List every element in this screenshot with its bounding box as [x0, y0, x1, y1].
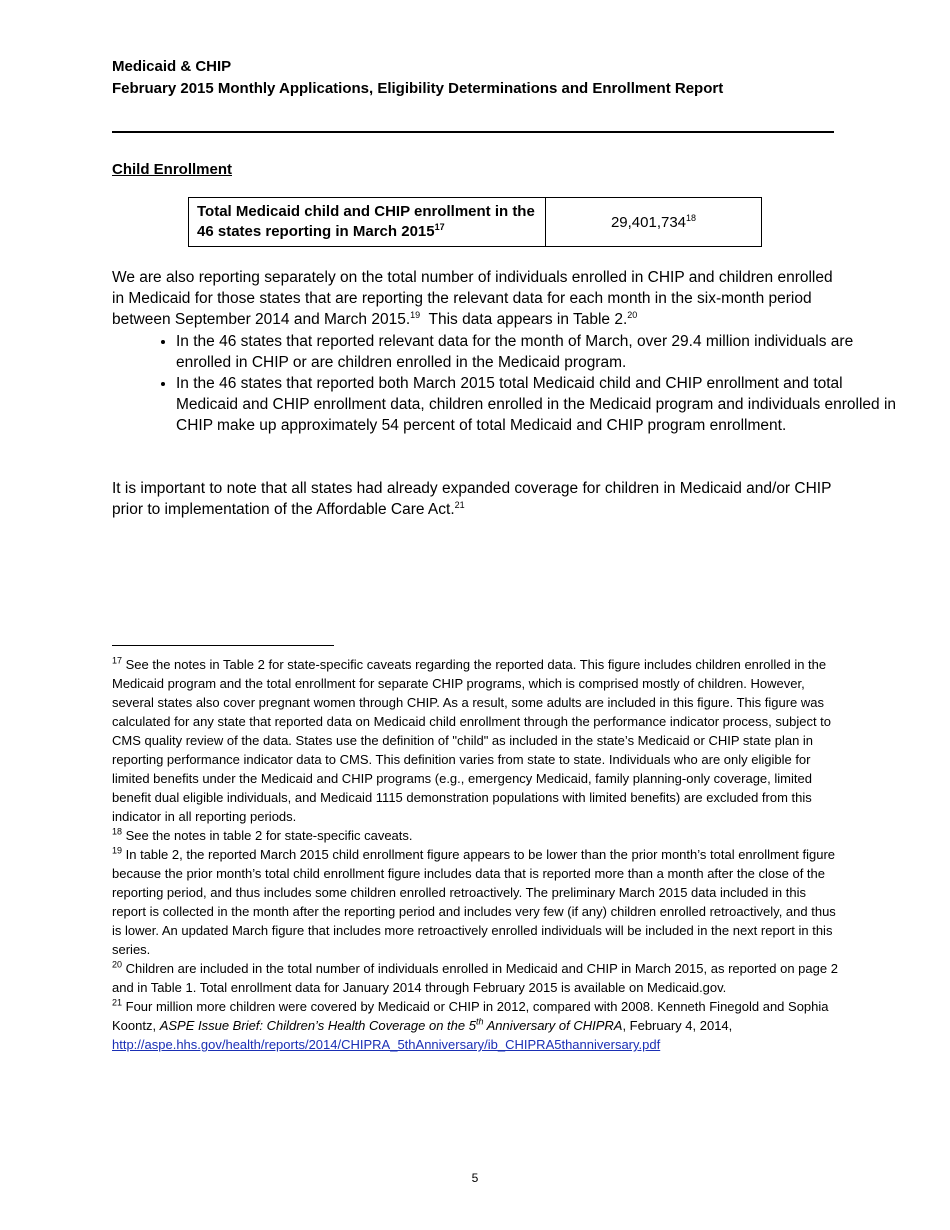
footnote-text: In table 2, the reported March 2015 child enrollment figure appears to be lower than the prior month’s total enrollment figure because the prior month’s total child enrollment figure includes data that is reported more than a month after the close of the reporting period, and thus includes some children enrolled retroactively. The preliminary March 2015 data included in this report is collected in the month after the reporting period and includes very few (if any) children enrolled retroactively, and thus is lower. An updated March figure that includes more retroactively enrolled individuals will be included in the next report in this series.	[112, 847, 836, 957]
footnote-text: See the notes in Table 2 for state-specific caveats regarding the reported data. This figure includes children enrolled in the Medicaid program and the total enrollment for separate CHIP programs, which is comprised mostly of children. However, several states also cover pregnant women through CHIP. As a result, some adults are included in this figure. This figure was calculated for any state that reported data on Medicaid child enrollment through the performance indicator process, subject to CMS quality review of the data. States use the definition of "child" as included in the state’s Medicaid or CHIP state plan in reporting performance indicator data to CMS. This definition varies from state to state. Individuals who are only eligible for limited benefits under the Medicaid and CHIP programs (e.g., emergency Medicaid, family planning-only coverage, limited benefit dual eligible individuals, and Medicaid 1115 demonstration populations with limited benefits) are excluded from this indicator in all reporting periods.	[112, 657, 832, 824]
footnote-17	[112, 655, 838, 826]
table-label-cell	[189, 198, 546, 247]
paragraph-text: We are also reporting separately on the total number of individuals enrolled in CHIP and children enrolled in Medicaid for those states that are reporting the relevant data for each month in the six-month period between September 2014 and March 2015.	[112, 269, 833, 328]
footnote-ref: 21	[454, 499, 465, 510]
header-title: Medicaid & CHIP	[112, 58, 232, 75]
list-item: • In the 46 states that reported both March 2015 total Medicaid child and CHIP enrollment and total Medicaid and CHIP enrollment data, children enrolled in the Medicaid program and individuals enrolled in CHIP make up approximately 54 percent of total Medicaid and CHIP program enrollment.	[176, 373, 898, 436]
footnote-21	[112, 997, 838, 1054]
report-header	[112, 56, 834, 100]
footnote-ref: 20	[627, 309, 638, 320]
footnote-number: 21	[112, 997, 123, 1008]
footnote-text: Four million more children were covered by Medicaid or CHIP in 2012, compared with 2008. Kenneth Finegold and Sophia Koontz,	[112, 999, 829, 1033]
page-number: 5	[471, 1171, 479, 1185]
table-value: 29,401,734	[610, 213, 687, 231]
footnotes	[112, 655, 838, 1054]
footnote-number: 19	[112, 845, 123, 856]
section-title: Child Enrollment	[112, 161, 232, 178]
table-row	[189, 198, 762, 247]
footnote-number: 18	[112, 826, 123, 837]
footnote-18	[112, 826, 838, 845]
footnote-20	[112, 959, 838, 997]
footnote-19	[112, 845, 838, 959]
footnote-number: 20	[112, 959, 123, 970]
footnote-text: , February 4, 2014,	[622, 1018, 733, 1033]
bullet-list	[112, 331, 898, 436]
paragraph-text: It is important to note that all states had already expanded coverage for children in Medicaid and/or CHIP prior to implementation of the Affordable Care Act.	[112, 480, 832, 518]
footnote-divider	[112, 645, 334, 646]
header-divider	[112, 131, 834, 133]
header-subtitle: February 2015 Monthly Applications, Eligibility Determinations and Enrollment Report	[112, 80, 724, 97]
footnote-ref: 18	[686, 212, 697, 223]
paragraph-separate-reporting	[112, 267, 834, 330]
footnote-text: Children are included in the total number of individuals enrolled in Medicaid and CHIP in March 2015, as reported on page 2 and in Table 1. Total enrollment data for January 2014 through February 2015 is available on Medicaid.gov.	[112, 961, 838, 995]
footnote-ref: 19	[410, 309, 421, 320]
chipra-report-link[interactable]: http://aspe.hhs.gov/health/reports/2014/CHIPRA_5thAnniversary/ib_CHIPRA5thanniversary.pdf	[112, 1037, 661, 1052]
publication-title: ASPE Issue Brief: Children’s Health Coverage on the 5th Anniversary of CHIPRA	[159, 1016, 623, 1033]
paragraph-text: This data appears in Table 2.	[420, 311, 628, 328]
footnote-ref: 17	[434, 222, 445, 232]
footnote-text: See the notes in table 2 for state-specific caveats.	[122, 828, 413, 843]
list-item: • In the 46 states that reported relevant data for the month of March, over 29.4 million individuals are enrolled in CHIP or are children enrolled in the Medicaid program.	[176, 331, 898, 373]
enrollment-summary-table	[188, 197, 762, 247]
table-value-cell	[546, 198, 762, 247]
table-label: Total Medicaid child and CHIP enrollment in the 46 states reporting in March 2015	[197, 203, 535, 240]
footnote-number: 17	[112, 655, 123, 666]
paragraph-aca-note	[112, 478, 834, 520]
